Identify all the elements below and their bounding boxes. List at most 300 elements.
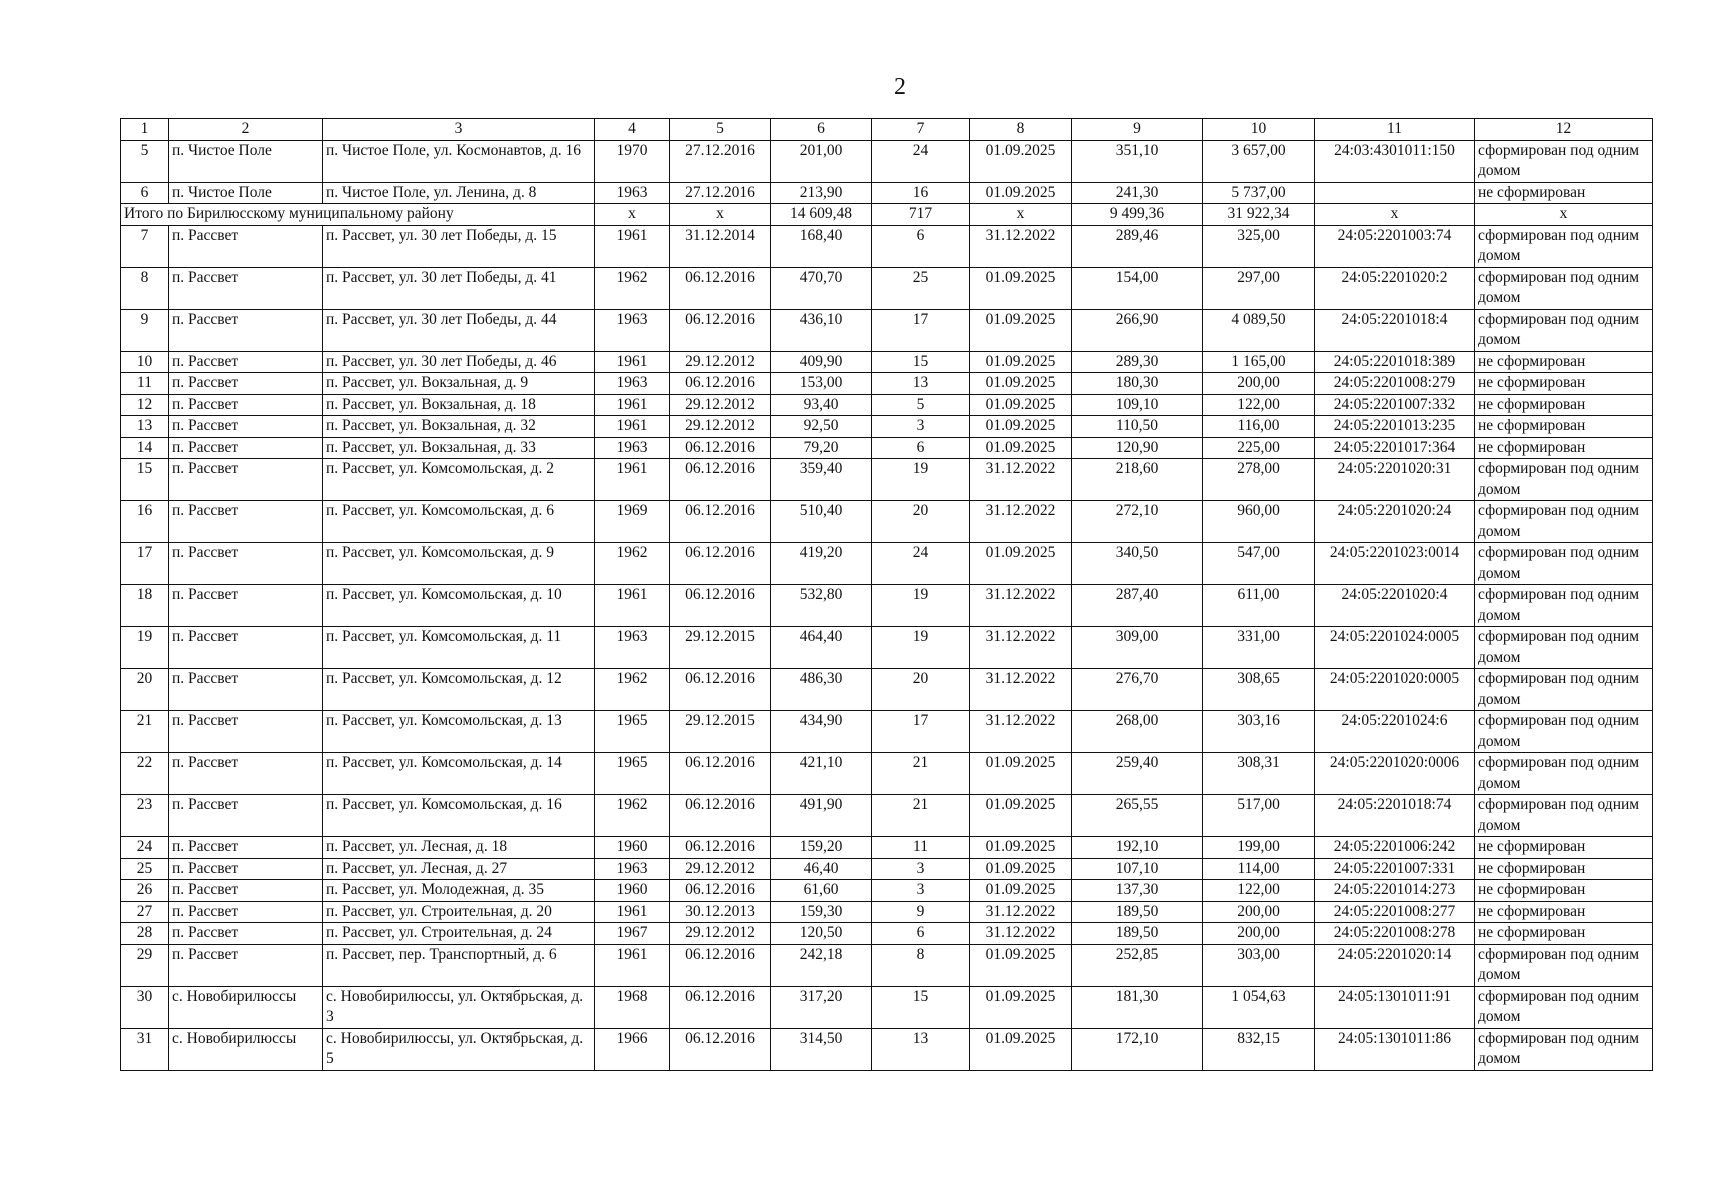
table-cell: 5	[872, 394, 970, 416]
table-cell: 20	[121, 669, 169, 711]
table-cell: п. Рассвет	[169, 267, 323, 309]
table-cell: 16	[872, 182, 970, 204]
table-cell: не сформирован	[1475, 373, 1653, 395]
table-cell: 159,20	[771, 837, 872, 859]
table-cell: 266,90	[1072, 309, 1203, 351]
table-cell: 1963	[595, 858, 670, 880]
table-cell: п. Рассвет, ул. 30 лет Победы, д. 46	[323, 351, 595, 373]
table-cell: 1965	[595, 753, 670, 795]
table-cell: 241,30	[1072, 182, 1203, 204]
table-cell: 287,40	[1072, 585, 1203, 627]
table-cell: 1969	[595, 501, 670, 543]
table-cell: п. Чистое Поле, ул. Ленина, д. 8	[323, 182, 595, 204]
table-cell: 15	[121, 459, 169, 501]
table-cell: 308,65	[1203, 669, 1315, 711]
table-cell: 1966	[595, 1028, 670, 1070]
table-row	[121, 880, 1653, 902]
table-cell: 153,00	[771, 373, 872, 395]
table-cell: 517,00	[1203, 795, 1315, 837]
table-row	[121, 795, 1653, 837]
table-cell: 19	[872, 627, 970, 669]
table-cell: п. Рассвет	[169, 416, 323, 438]
table-cell: 1961	[595, 901, 670, 923]
table-cell: п. Рассвет, ул. Комсомольская, д. 16	[323, 795, 595, 837]
table-cell: 180,30	[1072, 373, 1203, 395]
table-cell: 289,30	[1072, 351, 1203, 373]
table-cell: 30.12.2013	[670, 901, 771, 923]
table-cell: 259,40	[1072, 753, 1203, 795]
total-value: х	[970, 204, 1072, 226]
column-header: 9	[1072, 119, 1203, 141]
table-cell: 14	[121, 437, 169, 459]
table-cell: п. Рассвет	[169, 923, 323, 945]
table-cell: 189,50	[1072, 923, 1203, 945]
table-cell: 154,00	[1072, 267, 1203, 309]
table-cell: п. Рассвет	[169, 351, 323, 373]
table-cell: 5	[121, 140, 169, 182]
table-cell: п. Рассвет	[169, 225, 323, 267]
table-cell: 8	[121, 267, 169, 309]
table-cell: 01.09.2025	[970, 986, 1072, 1028]
column-header: 2	[169, 119, 323, 141]
table-cell: 317,20	[771, 986, 872, 1028]
table-cell: п. Рассвет, ул. Комсомольская, д. 13	[323, 711, 595, 753]
table-row	[121, 416, 1653, 438]
table-cell: 24:05:2201006:242	[1315, 837, 1475, 859]
table-cell: 28	[121, 923, 169, 945]
table-cell: сформирован под одним домом	[1475, 501, 1653, 543]
table-cell: 11	[872, 837, 970, 859]
table-cell: сформирован под одним домом	[1475, 795, 1653, 837]
table-cell: сформирован под одним домом	[1475, 627, 1653, 669]
table-cell: 9	[872, 901, 970, 923]
table-cell: 06.12.2016	[670, 459, 771, 501]
table-cell: п. Рассвет, ул. Комсомольская, д. 11	[323, 627, 595, 669]
table-cell: 29.12.2012	[670, 416, 771, 438]
table-cell: 22	[121, 753, 169, 795]
table-cell: п. Рассвет	[169, 669, 323, 711]
table-cell: 24:03:4301011:150	[1315, 140, 1475, 182]
table-cell: п. Рассвет	[169, 309, 323, 351]
table-cell: п. Рассвет	[169, 944, 323, 986]
table-cell: сформирован под одним домом	[1475, 140, 1653, 182]
table-cell: п. Рассвет, ул. Комсомольская, д. 10	[323, 585, 595, 627]
table-cell: 314,50	[771, 1028, 872, 1070]
table-row	[121, 753, 1653, 795]
table-cell: 01.09.2025	[970, 394, 1072, 416]
table-cell: 01.09.2025	[970, 858, 1072, 880]
table-cell: п. Рассвет, ул. Лесная, д. 27	[323, 858, 595, 880]
table-cell: 24:05:2201013:235	[1315, 416, 1475, 438]
table-cell: сформирован под одним домом	[1475, 225, 1653, 267]
table-cell: 01.09.2025	[970, 837, 1072, 859]
table-cell: 24:05:2201020:14	[1315, 944, 1475, 986]
table-cell: 01.09.2025	[970, 267, 1072, 309]
table-cell: 1963	[595, 627, 670, 669]
table-cell: 409,90	[771, 351, 872, 373]
table-cell: 31.12.2022	[970, 459, 1072, 501]
column-number-header-row	[121, 119, 1653, 141]
table-cell: 21	[121, 711, 169, 753]
table-cell: 06.12.2016	[670, 543, 771, 585]
table-cell: 200,00	[1203, 373, 1315, 395]
table-cell: п. Рассвет, ул. Вокзальная, д. 32	[323, 416, 595, 438]
table-cell: 61,60	[771, 880, 872, 902]
table-cell: 116,00	[1203, 416, 1315, 438]
table-cell: 200,00	[1203, 923, 1315, 945]
table-cell: 832,15	[1203, 1028, 1315, 1070]
district-total-row	[121, 204, 1653, 226]
table-cell: п. Рассвет, ул. Вокзальная, д. 9	[323, 373, 595, 395]
table-cell: п. Рассвет, ул. Комсомольская, д. 9	[323, 543, 595, 585]
table-cell: 547,00	[1203, 543, 1315, 585]
table-cell: с. Новобирилюссы, ул. Октябрьская, д. 5	[323, 1028, 595, 1070]
table-cell: 24:05:2201008:278	[1315, 923, 1475, 945]
table-cell: 1961	[595, 394, 670, 416]
table-cell: 491,90	[771, 795, 872, 837]
table-cell: 1961	[595, 585, 670, 627]
table-cell: 31.12.2014	[670, 225, 771, 267]
table-cell: не сформирован	[1475, 416, 1653, 438]
page-number: 2	[894, 74, 906, 100]
table-cell: п. Рассвет, ул. Комсомольская, д. 6	[323, 501, 595, 543]
table-cell: не сформирован	[1475, 351, 1653, 373]
table-row	[121, 501, 1653, 543]
table-cell: 23	[121, 795, 169, 837]
table-cell: 24:05:2201017:364	[1315, 437, 1475, 459]
table-cell: 1967	[595, 923, 670, 945]
table-cell: 93,40	[771, 394, 872, 416]
table-cell: 31.12.2022	[970, 711, 1072, 753]
table-cell: 200,00	[1203, 901, 1315, 923]
table-cell: 01.09.2025	[970, 543, 1072, 585]
table-cell: 1961	[595, 351, 670, 373]
table-cell: 06.12.2016	[670, 1028, 771, 1070]
table-cell: п. Рассвет, ул. Строительная, д. 20	[323, 901, 595, 923]
column-header: 10	[1203, 119, 1315, 141]
table-row	[121, 858, 1653, 880]
table-cell: 1962	[595, 795, 670, 837]
table-cell: 303,16	[1203, 711, 1315, 753]
table-cell: 1968	[595, 986, 670, 1028]
table-row	[121, 182, 1653, 204]
total-value: х	[595, 204, 670, 226]
table-row	[121, 711, 1653, 753]
table-cell: 24:05:2201018:74	[1315, 795, 1475, 837]
table-row	[121, 373, 1653, 395]
table-cell: с. Новобирилюссы, ул. Октябрьская, д. 3	[323, 986, 595, 1028]
table-cell: 8	[872, 944, 970, 986]
table-cell: 276,70	[1072, 669, 1203, 711]
table-cell: сформирован под одним домом	[1475, 267, 1653, 309]
table-cell: 19	[121, 627, 169, 669]
table-cell: 19	[872, 585, 970, 627]
table-cell: 331,00	[1203, 627, 1315, 669]
table-cell: не сформирован	[1475, 394, 1653, 416]
table-cell: 1961	[595, 459, 670, 501]
table-cell: 532,80	[771, 585, 872, 627]
table-cell: с. Новобирилюссы	[169, 1028, 323, 1070]
table-cell: 1962	[595, 267, 670, 309]
table-cell: 24:05:2201020:4	[1315, 585, 1475, 627]
table-cell: 120,90	[1072, 437, 1203, 459]
table-cell: 06.12.2016	[670, 585, 771, 627]
table-cell: 24:05:2201014:273	[1315, 880, 1475, 902]
total-value: 717	[872, 204, 970, 226]
table-cell: 10	[121, 351, 169, 373]
column-header: 4	[595, 119, 670, 141]
table-cell: 1960	[595, 837, 670, 859]
table-cell: п. Рассвет, ул. Строительная, д. 24	[323, 923, 595, 945]
table-cell: с. Новобирилюссы	[169, 986, 323, 1028]
table-cell: 168,40	[771, 225, 872, 267]
table-cell: п. Рассвет	[169, 880, 323, 902]
table-row	[121, 901, 1653, 923]
table-cell: п. Рассвет	[169, 394, 323, 416]
table-cell: 11	[121, 373, 169, 395]
table-cell: 201,00	[771, 140, 872, 182]
table-cell: сформирован под одним домом	[1475, 669, 1653, 711]
column-header: 1	[121, 119, 169, 141]
table-cell: 29.12.2012	[670, 858, 771, 880]
table-cell: 31.12.2022	[970, 669, 1072, 711]
table-cell: 01.09.2025	[970, 182, 1072, 204]
table-cell: 31.12.2022	[970, 501, 1072, 543]
table-cell: 06.12.2016	[670, 373, 771, 395]
table-cell: не сформирован	[1475, 901, 1653, 923]
table-cell: не сформирован	[1475, 837, 1653, 859]
table-cell: не сформирован	[1475, 880, 1653, 902]
table-cell: сформирован под одним домом	[1475, 585, 1653, 627]
table-cell: 06.12.2016	[670, 944, 771, 986]
table-cell: 3	[872, 858, 970, 880]
table-cell: 13	[872, 373, 970, 395]
table-row	[121, 309, 1653, 351]
table-cell: 01.09.2025	[970, 309, 1072, 351]
column-header: 3	[323, 119, 595, 141]
table-cell: 01.09.2025	[970, 437, 1072, 459]
table-cell: 351,10	[1072, 140, 1203, 182]
table-cell: 29	[121, 944, 169, 986]
total-label: Итого по Бирилюсскому муниципальному району	[121, 204, 595, 226]
table-cell: 25	[872, 267, 970, 309]
table-cell: 27.12.2016	[670, 182, 771, 204]
table-cell: 1962	[595, 543, 670, 585]
table-cell: 359,40	[771, 459, 872, 501]
table-cell: 30	[121, 986, 169, 1028]
table-cell: сформирован под одним домом	[1475, 753, 1653, 795]
table-cell: 172,10	[1072, 1028, 1203, 1070]
table-cell: 24:05:2201024:6	[1315, 711, 1475, 753]
table-cell: п. Рассвет	[169, 837, 323, 859]
table-cell: п. Рассвет	[169, 373, 323, 395]
table-cell: 109,10	[1072, 394, 1203, 416]
column-header: 7	[872, 119, 970, 141]
table-cell: п. Рассвет, ул. Вокзальная, д. 33	[323, 437, 595, 459]
table-cell: 18	[121, 585, 169, 627]
table-cell: 6	[121, 182, 169, 204]
table-cell: 24:05:2201003:74	[1315, 225, 1475, 267]
table-cell: 31.12.2022	[970, 901, 1072, 923]
table-cell: 31.12.2022	[970, 585, 1072, 627]
table-cell: 01.09.2025	[970, 373, 1072, 395]
table-cell: 24:05:1301011:91	[1315, 986, 1475, 1028]
table-cell: 24:05:2201018:389	[1315, 351, 1475, 373]
column-header: 11	[1315, 119, 1475, 141]
table-row	[121, 394, 1653, 416]
table-cell: 24:05:2201008:279	[1315, 373, 1475, 395]
table-cell: 24:05:2201024:0005	[1315, 627, 1475, 669]
table-cell: 06.12.2016	[670, 795, 771, 837]
table-cell: сформирован под одним домом	[1475, 309, 1653, 351]
table-cell: 192,10	[1072, 837, 1203, 859]
table-cell: 303,00	[1203, 944, 1315, 986]
table-cell: 3	[872, 880, 970, 902]
table-cell: 31.12.2022	[970, 627, 1072, 669]
table-cell: 272,10	[1072, 501, 1203, 543]
table-cell: 611,00	[1203, 585, 1315, 627]
table-cell: 252,85	[1072, 944, 1203, 986]
table-cell: 06.12.2016	[670, 437, 771, 459]
table-cell: 199,00	[1203, 837, 1315, 859]
table-cell: 110,50	[1072, 416, 1203, 438]
table-cell: 21	[872, 753, 970, 795]
table-cell: 17	[872, 309, 970, 351]
table-cell: 3 657,00	[1203, 140, 1315, 182]
table-cell: 06.12.2016	[670, 267, 771, 309]
table-cell: 289,46	[1072, 225, 1203, 267]
table-cell: 3	[872, 416, 970, 438]
table-cell: 24:05:2201018:4	[1315, 309, 1475, 351]
table-cell: не сформирован	[1475, 858, 1653, 880]
table-cell: 1960	[595, 880, 670, 902]
table-cell: 06.12.2016	[670, 880, 771, 902]
table-cell: 218,60	[1072, 459, 1203, 501]
table-cell: 340,50	[1072, 543, 1203, 585]
table-cell: п. Рассвет, ул. 30 лет Победы, д. 44	[323, 309, 595, 351]
table-cell: 20	[872, 669, 970, 711]
table-cell: 24:05:2201020:24	[1315, 501, 1475, 543]
column-header: 12	[1475, 119, 1653, 141]
table-cell: 16	[121, 501, 169, 543]
table-cell: п. Чистое Поле	[169, 182, 323, 204]
table-cell: 12	[121, 394, 169, 416]
table-cell: 06.12.2016	[670, 669, 771, 711]
table-cell: 24	[872, 140, 970, 182]
table-cell: 107,10	[1072, 858, 1203, 880]
total-value: 9 499,36	[1072, 204, 1203, 226]
table-cell: п. Рассвет	[169, 585, 323, 627]
table-cell: 15	[872, 986, 970, 1028]
table-cell: 5 737,00	[1203, 182, 1315, 204]
table-cell: 1963	[595, 373, 670, 395]
table-cell: 419,20	[771, 543, 872, 585]
table-cell: 1965	[595, 711, 670, 753]
table-cell: 309,00	[1072, 627, 1203, 669]
table-cell: 92,50	[771, 416, 872, 438]
table-cell: 24:05:2201008:277	[1315, 901, 1475, 923]
table-cell: 242,18	[771, 944, 872, 986]
table-cell: 1962	[595, 669, 670, 711]
column-header: 6	[771, 119, 872, 141]
table-cell: 20	[872, 501, 970, 543]
table-cell: п. Рассвет	[169, 459, 323, 501]
table-cell: 13	[121, 416, 169, 438]
table-cell: 1970	[595, 140, 670, 182]
table-cell: 9	[121, 309, 169, 351]
table-cell: 486,30	[771, 669, 872, 711]
table-cell: 24:05:2201023:0014	[1315, 543, 1475, 585]
table-cell: 31.12.2022	[970, 225, 1072, 267]
table-row	[121, 944, 1653, 986]
table-cell: 01.09.2025	[970, 944, 1072, 986]
table-cell: 4 089,50	[1203, 309, 1315, 351]
total-value: х	[1315, 204, 1475, 226]
table-cell: п. Рассвет	[169, 711, 323, 753]
table-cell: п. Чистое Поле, ул. Космонавтов, д. 16	[323, 140, 595, 182]
table-row	[121, 140, 1653, 182]
table-cell: 1963	[595, 182, 670, 204]
table-row	[121, 1028, 1653, 1070]
table-cell: п. Рассвет	[169, 501, 323, 543]
table-cell: 01.09.2025	[970, 351, 1072, 373]
table-cell: 421,10	[771, 753, 872, 795]
table-cell: п. Рассвет, ул. Вокзальная, д. 18	[323, 394, 595, 416]
table-cell: п. Рассвет, ул. Комсомольская, д. 2	[323, 459, 595, 501]
table-cell: 1 165,00	[1203, 351, 1315, 373]
table-cell: 46,40	[771, 858, 872, 880]
table-cell: сформирован под одним домом	[1475, 1028, 1653, 1070]
table-cell: 6	[872, 923, 970, 945]
table-cell: п. Рассвет	[169, 627, 323, 669]
table-cell: п. Рассвет	[169, 437, 323, 459]
table-cell: сформирован под одним домом	[1475, 543, 1653, 585]
table-row	[121, 837, 1653, 859]
table-cell: п. Рассвет, ул. Комсомольская, д. 14	[323, 753, 595, 795]
table-cell: 1961	[595, 225, 670, 267]
total-value: х	[670, 204, 771, 226]
table-cell: 6	[872, 437, 970, 459]
table-cell: 213,90	[771, 182, 872, 204]
table-cell: 24:05:2201020:0006	[1315, 753, 1475, 795]
table-cell: 6	[872, 225, 970, 267]
table-row	[121, 267, 1653, 309]
table-cell: 29.12.2012	[670, 394, 771, 416]
table-cell: сформирован под одним домом	[1475, 711, 1653, 753]
table-row	[121, 669, 1653, 711]
table-cell: 24:05:1301011:86	[1315, 1028, 1475, 1070]
table-cell: 510,40	[771, 501, 872, 543]
table-cell: 24:05:2201007:332	[1315, 394, 1475, 416]
table-cell: 19	[872, 459, 970, 501]
column-header: 8	[970, 119, 1072, 141]
table-cell: п. Рассвет, пер. Транспортный, д. 6	[323, 944, 595, 986]
table-cell: 06.12.2016	[670, 753, 771, 795]
table-cell: п. Рассвет, ул. Молодежная, д. 35	[323, 880, 595, 902]
table-cell: п. Рассвет	[169, 901, 323, 923]
table-cell: 436,10	[771, 309, 872, 351]
table-cell: 24:05:2201020:0005	[1315, 669, 1475, 711]
table-cell: не сформирован	[1475, 182, 1653, 204]
table-cell: 06.12.2016	[670, 986, 771, 1028]
table-row	[121, 437, 1653, 459]
table-cell: 159,30	[771, 901, 872, 923]
table-cell: 1963	[595, 437, 670, 459]
table-cell: 278,00	[1203, 459, 1315, 501]
table-cell: 189,50	[1072, 901, 1203, 923]
table-cell: не сформирован	[1475, 923, 1653, 945]
column-header: 5	[670, 119, 771, 141]
